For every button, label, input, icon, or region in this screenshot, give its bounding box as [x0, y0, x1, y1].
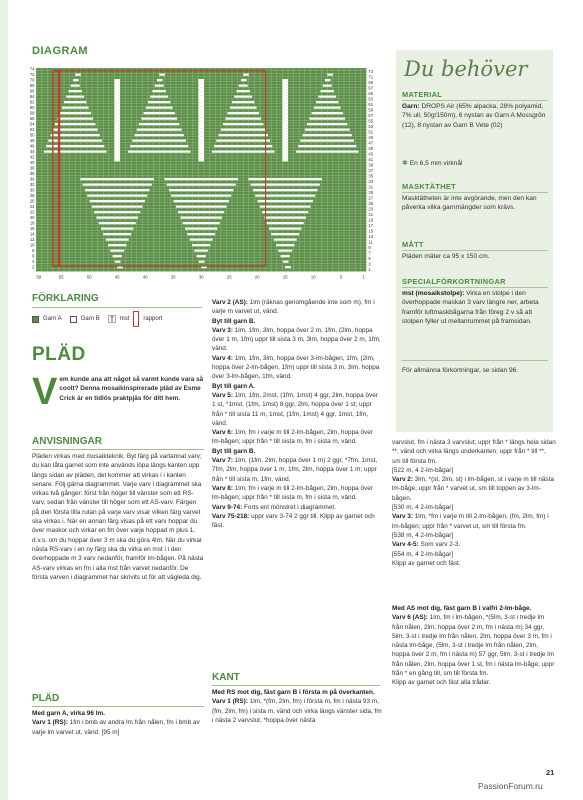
row-label-right: 51 [368, 129, 374, 135]
col-label: 25 [226, 274, 232, 280]
row-label-left: 26 [29, 198, 35, 204]
plad-instructions [32, 709, 204, 737]
plad-heading: PLÄD [32, 693, 60, 704]
as-instructions [392, 604, 556, 688]
varv8-label: Varv 8: [212, 484, 233, 492]
row-label-right: 9 [368, 245, 371, 251]
varv7-label: Varv 7: [212, 457, 233, 465]
kant-heading: KANT [212, 672, 240, 683]
legend-label-garn-b: Garn B [80, 316, 100, 322]
byt-garn-a-1: Byt till garn A. [212, 382, 256, 390]
varv9-74-label: Varv 9-74: [212, 503, 243, 511]
varv75-text: uppr varv 3-74 2 ggr till. Klipp av garnet och fäst. [212, 512, 375, 530]
plad-sub: Med garn A, virka 96 lm. [32, 710, 105, 717]
col-label: 59 [36, 274, 42, 280]
row-label-right: 39 [368, 162, 374, 168]
varv6-label: Varv 6: [212, 429, 233, 437]
intro-body: em kunde ana att något så varmt kunde vara så coolt? Denna mosaikinspirerade pläd av Esme Crick är en tidlös praktpjäs för ditt hem. [59, 376, 204, 402]
page-title: PLÄD [32, 344, 86, 365]
row-label-right: 5 [368, 256, 371, 262]
special-heading: SPECIALFÖRKORTNINGAR [402, 277, 506, 286]
row-label-left: 50 [29, 132, 35, 138]
row-label-right: 3 [368, 261, 371, 267]
varv9-74-text: Forts enl mönstret i diagrammet. [243, 503, 336, 511]
forkort-rule [402, 360, 548, 361]
masktathet-rule [402, 192, 548, 193]
col-label: 10 [310, 274, 316, 280]
special-rule [402, 287, 548, 288]
row-label-left: 52 [29, 126, 35, 132]
kant-varv1-cont: varvslut, fm i nästa 3 varvslut; uppr från * längs hela sidan **, vänd och virka längs underkanten; uppr från * till **, sm till första fm. [392, 439, 556, 465]
byt-garn-b-1: Byt till garn B. [212, 317, 256, 325]
row-label-right: 15 [368, 228, 374, 234]
col-label: 15 [282, 274, 288, 280]
row-label-left: 48 [29, 137, 35, 143]
mst-text: Virka en stolpe i den överhoppade maskan 3 varv längre ner, arbeta framför luftmaskbågarna från föreg 2 v så att stolpen fyller ut mellanrummet på framsidan. [402, 290, 539, 325]
kant-varv4-5-text: Som varv 2-3. [420, 541, 461, 549]
needle-line [402, 159, 463, 167]
kant-varv6-label: Varv 6 (AS): [392, 614, 428, 622]
row-label-left: 60 [29, 104, 35, 110]
varv5-label: Varv 5: [212, 391, 233, 399]
row-label-right: 47 [368, 140, 374, 146]
row-label-right: 31 [368, 184, 374, 190]
row-label-left: 18 [29, 220, 35, 226]
row-label-left: 74 [29, 66, 35, 72]
row-label-left: 6 [32, 253, 35, 259]
row-label-right: 73 [368, 69, 374, 75]
kant-varv1-text: 1lm, *(fm, 2lm, fm) i första m, fm i nästa 93 m, (fm, 2lm, fm) i sista m, vänd och virka längs vänster sida, fm i nästa 2 varvslut, *hoppa över nästa [212, 698, 382, 724]
row-label-right: 13 [368, 234, 374, 240]
count-4: [554 m, 4 2-lm-bågar] [392, 550, 454, 558]
row-label-left: 30 [29, 187, 35, 193]
row-label-left: 14 [29, 231, 35, 237]
col-label: 50 [86, 274, 92, 280]
matt-rule [402, 250, 548, 251]
mosaic-chart [24, 62, 385, 288]
col-label: 40 [142, 274, 148, 280]
row-label-right: 1 [368, 267, 371, 273]
varv1-text: 1fm i bmb av andra lm från nålen, fm i bmb av varje lm varvet ut, vänd. [95 m] [32, 719, 200, 736]
row-label-left: 8 [32, 247, 35, 253]
varv3-text: 1lm, 1fm, 3lm, hoppa över 2 m, 1fm, (2lm, hoppa över 1 m, 1fm) uppr till sista 3 m, 3lm, hoppa över 2 m, 1fm, vänd. [212, 326, 381, 353]
col-label: 55 [58, 274, 64, 280]
row-label-right: 55 [368, 118, 374, 124]
chart-svg [24, 62, 385, 288]
row-label-left: 56 [29, 115, 35, 121]
anvisningar-text: Pläden virkas med mosaikteknik. Byt färg på vartannat varv; du kan låta garnet som inte används löpa längs kanten upp längs sidan av pläden, det kommer att virkas i i kanten senare. Följ gärna diagrammet. Varje varv i diagrammet ska virkas två gånger: först från höger till vänster som ett RS-varv, sedan från vänster till höger som ett AS-varv. Färgen på den första lilla rutan på varje varv visar vilken färg varvet ska virkas i. När en annan färg visas på ett varv hoppar du över maskor och virkar en fm över varje hoppad m plus 1, d.v.s. om du hoppar över 3 m ska du göra 4lm. När du virkar nästa RS-varv i en ny färg ska du virka en mst i i den överhoppade m 3 varv nedanför, framför lm-bågen. På nästa AS-varv virkas en fm i alla mst från varvet nedanför. De första varven i diagrammet har skrivits ut för att vägleda dig. [32, 453, 204, 581]
kant-sub: Med RS mot dig, fäst garn B i första m på överkanten. [212, 689, 375, 696]
kant-varv3-text: 1lm, *fm i varje m till 2-lm-bågen, (fm, 2lm, fm) i lm-bågen; uppr från * varvet ut, sm till första fm. [392, 513, 549, 530]
row-label-right: 41 [368, 157, 374, 163]
row-label-right: 53 [368, 124, 374, 130]
row-label-right: 65 [368, 91, 374, 97]
matt-heading: MÅTT [402, 240, 424, 249]
kant-varv2-label: Varv 2: [392, 476, 413, 484]
varv75-label: Varv 75-218: [212, 512, 250, 520]
row-label-right: 71 [368, 74, 374, 80]
row-label-right: 61 [368, 102, 374, 108]
count-3: [538 m, 4 2-lm-bågar] [392, 531, 454, 539]
legend-label-mst: mst [119, 316, 130, 322]
row-label-left: 32 [29, 181, 35, 187]
legend-label-garn-a: Garn A [43, 316, 62, 322]
legend-label-rapport: rapport [143, 316, 163, 322]
varv7-text: 1lm, (1fm, 2lm, hoppa över 1 m) 2 ggr, *7fm, 1mst, 7fm, 2lm, hoppa över 1 m, 1fm, 2lm, hoppa över 1 m; uppr från * till sista m, 1fm, vänd. [212, 457, 378, 483]
col-label: 1 [362, 274, 365, 280]
row-label-left: 24 [29, 203, 35, 209]
material-heading: MATERIAL [402, 90, 443, 99]
col-label: 35 [170, 274, 176, 280]
garn-label: Garn: [402, 103, 420, 110]
row-label-left: 68 [29, 82, 35, 88]
varv5-text: 1lm, 1fm, 2mst, (1fm, 1mst) 4 ggr, 2lm, hoppa över 1 st, *1mst, (1fm, 1mst) 8 ggr, 2lm, hoppa över 1 st; uppr från * till sista 11 m, 1mst, (1fm, 1mst) 4 ggr, 1mst, 1fm, vänd. [212, 391, 378, 427]
row-label-right: 27 [368, 195, 374, 201]
row-label-left: 12 [29, 236, 35, 242]
row-label-right: 43 [368, 151, 374, 157]
kant-rule [212, 685, 380, 686]
row-label-left: 46 [29, 143, 35, 149]
row-label-right: 11 [368, 239, 373, 245]
middle-instructions [212, 298, 382, 530]
page-number: 21 [546, 768, 555, 777]
masktathet-heading: MASKTÄTHET [402, 182, 456, 191]
row-label-left: 38 [29, 165, 35, 171]
drop-cap: V [32, 371, 58, 413]
row-label-left: 44 [29, 148, 35, 154]
forkort-text: För allmänna förkortningar, se sidan 96. [402, 367, 519, 374]
row-label-left: 42 [29, 154, 35, 160]
row-label-left: 2 [32, 264, 35, 270]
needle-star-icon: ✱ [402, 160, 408, 167]
row-label-left: 22 [29, 209, 35, 215]
page-edge-strip [0, 0, 8, 800]
row-label-right: 63 [368, 96, 374, 102]
row-label-left: 40 [29, 159, 35, 165]
intro-text [32, 371, 204, 413]
watermark: PassionForum.ru [478, 781, 543, 791]
as-heading: Med AS mot dig, fäst garn B i valfri 2-lm-båge. [392, 605, 532, 612]
row-label-right: 37 [368, 168, 374, 174]
row-label-right: 35 [368, 173, 374, 179]
varv4-label: Varv 4: [212, 354, 233, 362]
row-label-right: 25 [368, 201, 374, 207]
kant-varv2-text: 3lm, *(st, 2lm, st) i lm-bågen, st i varje m till nästa lm-båge; uppr från * varvet ut, sm till toppen av 3-lm-bågen. [392, 476, 554, 502]
legend-swatch-mst [108, 315, 116, 323]
varv6-text: 1lm, fm i varje m till 2-lm-bågen, 2lm, hoppa över lm-bågen; uppr från * till sista m, fm i sista m, vänd. [212, 429, 373, 446]
row-label-left: 62 [29, 99, 35, 105]
legend-swatch-garn-a [32, 316, 39, 323]
row-label-left: 58 [29, 110, 35, 116]
row-label-left: 64 [29, 93, 35, 99]
plad-rule [32, 706, 204, 707]
right-instructions [392, 438, 556, 568]
row-label-left: 28 [29, 192, 35, 198]
row-label-left: 10 [29, 242, 35, 248]
row-label-right: 21 [368, 212, 374, 218]
legend-swatch-rapport [133, 311, 139, 327]
col-label: 30 [198, 274, 204, 280]
special-text [402, 289, 550, 326]
row-label-left: 16 [29, 225, 35, 231]
row-label-right: 49 [368, 135, 374, 141]
kant-varv4-5-label: Varv 4-5: [392, 541, 419, 549]
byt-garn-b-2: Byt till garn B. [212, 447, 256, 455]
klipp-text: Klipp av garnet och fäst. [392, 559, 461, 567]
garn-text: DROPS Air (65% alpacka, 28% polyamid, 7% ull, 50g/150m), 6 nystan av Garn A Mossgrön (12), 8 nystan av Garn B Vete (02) [402, 103, 546, 129]
masktathet-text: Masktätheten är inte avgörande, men den kan påverka vilka garnmängder som krävs. [402, 195, 537, 212]
col-label: 20 [254, 274, 260, 280]
row-label-left: 34 [29, 176, 35, 182]
varv1-label: Varv 1 (RS): [32, 719, 68, 727]
needle-text: En 6,5 mm virknål [409, 160, 463, 167]
diagram-heading: DIAGRAM [32, 45, 89, 57]
anvisningar-rule [32, 449, 204, 450]
col-label: 5 [340, 274, 343, 280]
matt-text: Pläden mäter ca 95 x 150 cm. [402, 253, 490, 260]
kant-instructions [212, 688, 382, 725]
legend [32, 311, 162, 327]
legend-swatch-garn-b [70, 316, 77, 323]
mst-label: mst (mosaikstolpe): [402, 290, 465, 297]
row-label-left: 66 [29, 88, 35, 94]
row-label-right: 59 [368, 107, 374, 113]
row-label-left: 70 [29, 77, 35, 83]
count-1: [522 m, 4 2-lm-bågar] [392, 466, 454, 474]
row-label-left: 4 [32, 258, 35, 264]
row-label-right: 29 [368, 190, 374, 196]
anvisningar-heading: ANVISNINGAR [32, 436, 103, 447]
row-label-right: 7 [368, 250, 371, 256]
material-text [402, 102, 550, 130]
legend-heading: FÖRKLARING [32, 293, 202, 308]
row-label-left: 36 [29, 170, 35, 176]
varv3-label: Varv 3: [212, 326, 233, 334]
row-label-left: 20 [29, 214, 35, 220]
varv4-text: 1lm, 1fm, 3lm, hoppa över 3-lm-bågen, 1fm, (2lm, hoppa över 2-lm-bågen, 1fm) uppr till sista 3 m, 3lm, hoppa över 3-lm-bågen, 1fm, vänd. [212, 354, 380, 381]
row-label-left: 72 [29, 71, 35, 77]
row-label-right: 17 [368, 223, 374, 229]
varv2-text: 1lm (räknas genomgående inte som m), fm i varje m varvet ut, vänd. [212, 299, 375, 316]
row-label-right: 57 [368, 113, 374, 119]
panel-title: Du behöver [404, 57, 528, 81]
row-label-right: 19 [368, 217, 374, 223]
kant-varv3-label: Varv 3: [392, 513, 413, 521]
varv8-text: 1lm, fm i varje m till 2-lm-bågen, 2lm, hoppa över lm-bågen; uppr från * till sista m, fm i sista m, vänd. [212, 484, 373, 502]
kant-varv6-text: 1lm, fm i lm-bågen, *(5lm, 3-st i tredje lm från nålen, 2lm, hoppa över 2 m, fm i nästa m) 34 ggr, 5lm, 3-st i tredje lm från nålen, 2lm, hoppa över 3 m, fm i nästa lm-båge, (5lm, 3-st i tredje lm från nålen, 2lm, hoppa över 2 m, fm i nästa m) 57 ggr, 5lm, 3-st i tredje lm från nålen, 2lm, hoppa över 1 st, fm i nästa lm-båge; uppr från * en gång till, sm till första fm. [392, 614, 555, 678]
row-label-right: 23 [368, 206, 374, 212]
varv2-label: Varv 2 (AS): [212, 299, 248, 306]
row-label-right: 33 [368, 179, 374, 185]
kant-varv1-label: Varv 1 (RS): [212, 698, 248, 706]
count-2: [530 m, 4 2-lm-bågar] [392, 504, 454, 512]
row-label-right: 67 [368, 85, 374, 91]
material-rule [402, 100, 548, 101]
end-text: Klipp av garnet och fäst alla trådar. [392, 679, 491, 687]
row-label-left: 54 [29, 121, 35, 127]
col-label: 45 [114, 274, 120, 280]
row-label-right: 45 [368, 146, 374, 152]
row-label-right: 69 [368, 80, 374, 86]
